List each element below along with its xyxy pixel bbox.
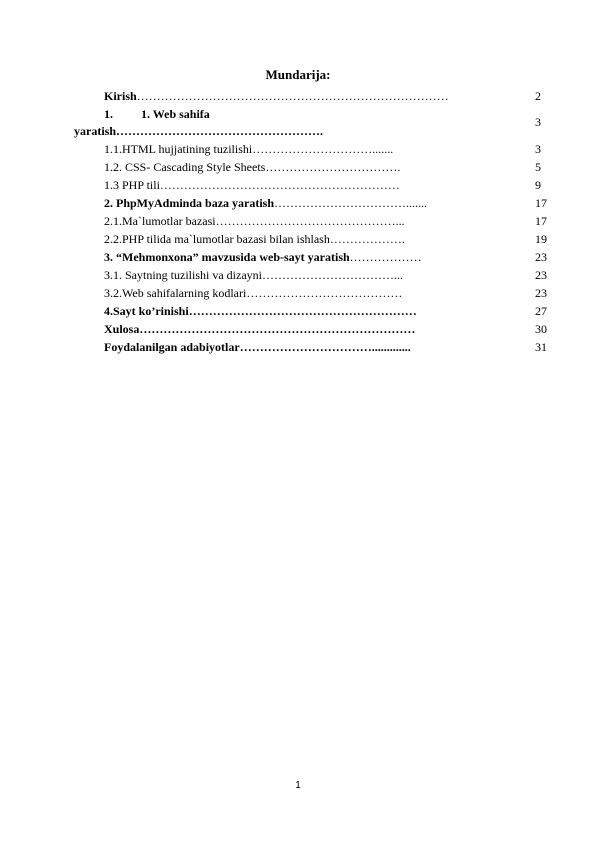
toc-leader-dots: ……………………………....... — [274, 196, 428, 210]
toc-leader-dots: …………………………....... — [252, 142, 394, 156]
toc-page-number: 23 — [535, 268, 547, 282]
toc-entry-number: 1. — [104, 107, 113, 121]
toc-page-number: 27 — [535, 304, 547, 318]
toc-entry-label: 1. Web sahifa — [141, 107, 210, 121]
toc-entry-intro — [104, 89, 449, 104]
toc-entry-label: Kirish — [104, 89, 137, 103]
toc-entry-label: yaratish — [74, 124, 116, 138]
toc-leader-dots: ……………………………………………. — [116, 124, 323, 138]
toc-entry-label: 4.Sayt ko’rinishi — [104, 304, 189, 318]
toc-entry-label: 3. “Mehmonxona” mavzusida web-sayt yaratish — [104, 250, 350, 264]
toc-entry-chapter-2 — [104, 196, 427, 211]
toc-entry-label: Xulosa — [104, 322, 140, 336]
toc-entry-label: 1.1.HTML hujjatining tuzilishi — [104, 142, 253, 156]
toc-leader-dots: …………………………………………………………… — [139, 322, 416, 336]
toc-page-number: 30 — [535, 322, 547, 336]
toc-page-number: 17 — [535, 196, 547, 210]
toc-entry-label: 1.3 PHP tili — [104, 178, 160, 192]
toc-page-number: 3 — [535, 142, 541, 156]
toc-entry-chapter-1-line2 — [74, 124, 323, 139]
toc-entry-label: 2. PhpMyAdminda baza yaratish — [104, 196, 275, 210]
toc-entry-1-3 — [104, 178, 400, 193]
toc-leader-dots: ……………………………............. — [239, 340, 411, 354]
toc-page-number: 2 — [535, 89, 541, 103]
toc-entry-label: 2.2.PHP tilida ma`lumotlar bazasi bilan ishlash — [104, 232, 330, 246]
toc-entry-label: Foydalanilgan adabiyotlar — [104, 340, 240, 354]
toc-leader-dots: ………………………………………………… — [188, 304, 417, 318]
toc-entry-chapter-4 — [104, 304, 417, 319]
toc-leader-dots: ……………………………... — [261, 268, 403, 282]
toc-entry-label: 3.1. Saytning tuzilishi va dizayni — [104, 268, 262, 282]
page-footer-number: 1 — [295, 780, 301, 791]
toc-leader-dots: …………………………………………………………………… — [136, 89, 449, 103]
toc-title: Mundarija: — [265, 67, 331, 82]
toc-leader-dots: ………………. — [329, 232, 405, 246]
toc-entry-chapter-3 — [104, 250, 422, 265]
toc-leader-dots: ………………………………………... — [215, 214, 405, 228]
toc-leader-dots: ……………………………. — [265, 160, 401, 174]
toc-entry-2-2 — [104, 232, 405, 247]
toc-page-number: 17 — [535, 214, 547, 228]
toc-entry-references — [104, 340, 411, 355]
toc-page-number: 31 — [535, 340, 547, 354]
toc-entry-1-1 — [104, 142, 393, 157]
toc-leader-dots: ……………… — [349, 250, 422, 264]
toc-entry-1-2 — [104, 160, 400, 175]
toc-entry-chapter-1-line1 — [104, 107, 210, 122]
toc-entry-conclusion — [104, 322, 415, 337]
toc-entry-3-2 — [104, 286, 402, 301]
toc-page-number: 19 — [535, 232, 547, 246]
toc-page-number: 3 — [535, 115, 541, 129]
toc-leader-dots: …………………………………………………… — [159, 178, 400, 192]
toc-entry-label: 2.1.Ma`lumotlar bazasi — [104, 214, 216, 228]
toc-page-number: 23 — [535, 250, 547, 264]
toc-leader-dots: ………………………………… — [246, 286, 403, 300]
toc-entry-label: 3.2.Web sahifalarning kodlari — [104, 286, 247, 300]
toc-entry-3-1 — [104, 268, 403, 283]
toc-page-number: 23 — [535, 286, 547, 300]
toc-page-number: 9 — [535, 178, 541, 192]
toc-page-number: 5 — [535, 160, 541, 174]
toc-entry-label: 1.2. CSS- Cascading Style Sheets — [104, 160, 266, 174]
toc-entry-2-1 — [104, 214, 405, 229]
